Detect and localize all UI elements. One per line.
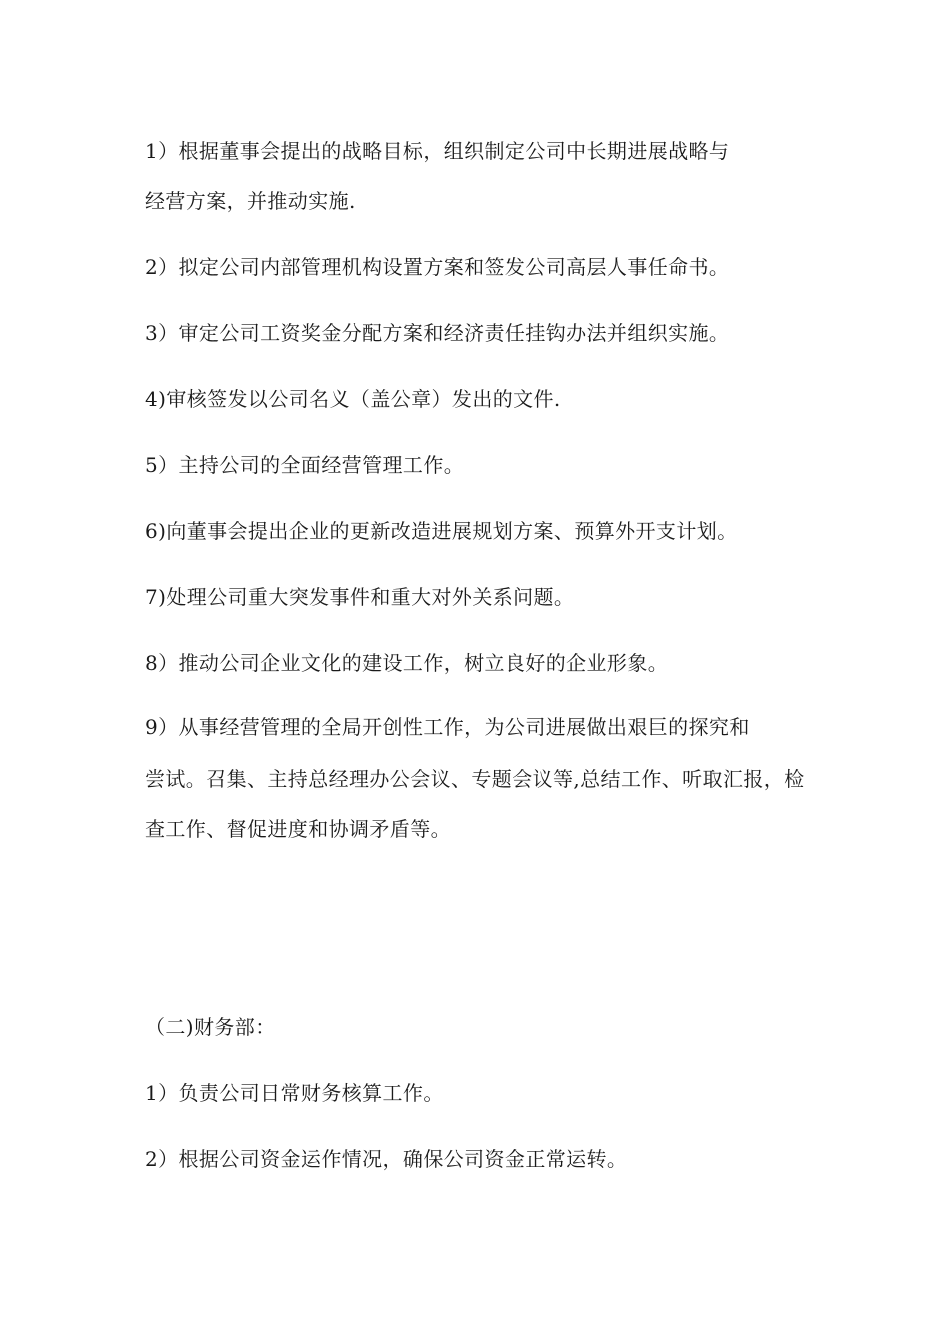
finance-item-2-line-1: 2）根据公司资金运作情况，确保公司资金正常运转。 bbox=[145, 1147, 628, 1171]
item-4-line-1: 4)审核签发以公司名义（盖公章）发出的文件. bbox=[145, 387, 561, 411]
item-2-line-1: 2）拟定公司内部管理机构设置方案和签发公司高层人事任命书。 bbox=[145, 255, 730, 279]
item-9-line-2: 尝试。召集、主持总经理办公会议、专题会议等,总结工作、听取汇报，检 bbox=[145, 767, 805, 791]
finance-item-1-line-1: 1）负责公司日常财务核算工作。 bbox=[145, 1081, 444, 1105]
section-two-heading: （二)财务部： bbox=[145, 1015, 276, 1039]
item-3-line-1: 3）审定公司工资奖金分配方案和经济责任挂钩办法并组织实施。 bbox=[145, 321, 730, 345]
item-1-line-2: 经营方案，并推动实施. bbox=[145, 189, 356, 213]
item-9-line-1: 9）从事经营管理的全局开创性工作，为公司进展做出艰巨的探究和 bbox=[145, 715, 750, 739]
item-7-line-1: 7)处理公司重大突发事件和重大对外关系问题。 bbox=[145, 585, 575, 609]
item-6-line-1: 6)向董事会提出企业的更新改造进展规划方案、预算外开支计划。 bbox=[145, 519, 738, 543]
item-1-line-1: 1）根据董事会提出的战略目标，组织制定公司中长期进展战略与 bbox=[145, 139, 730, 163]
item-5-line-1: 5）主持公司的全面经营管理工作。 bbox=[145, 453, 465, 477]
item-8-line-1: 8）推动公司企业文化的建设工作，树立良好的企业形象。 bbox=[145, 651, 669, 675]
item-9-line-3: 查工作、督促进度和协调矛盾等。 bbox=[145, 817, 451, 841]
